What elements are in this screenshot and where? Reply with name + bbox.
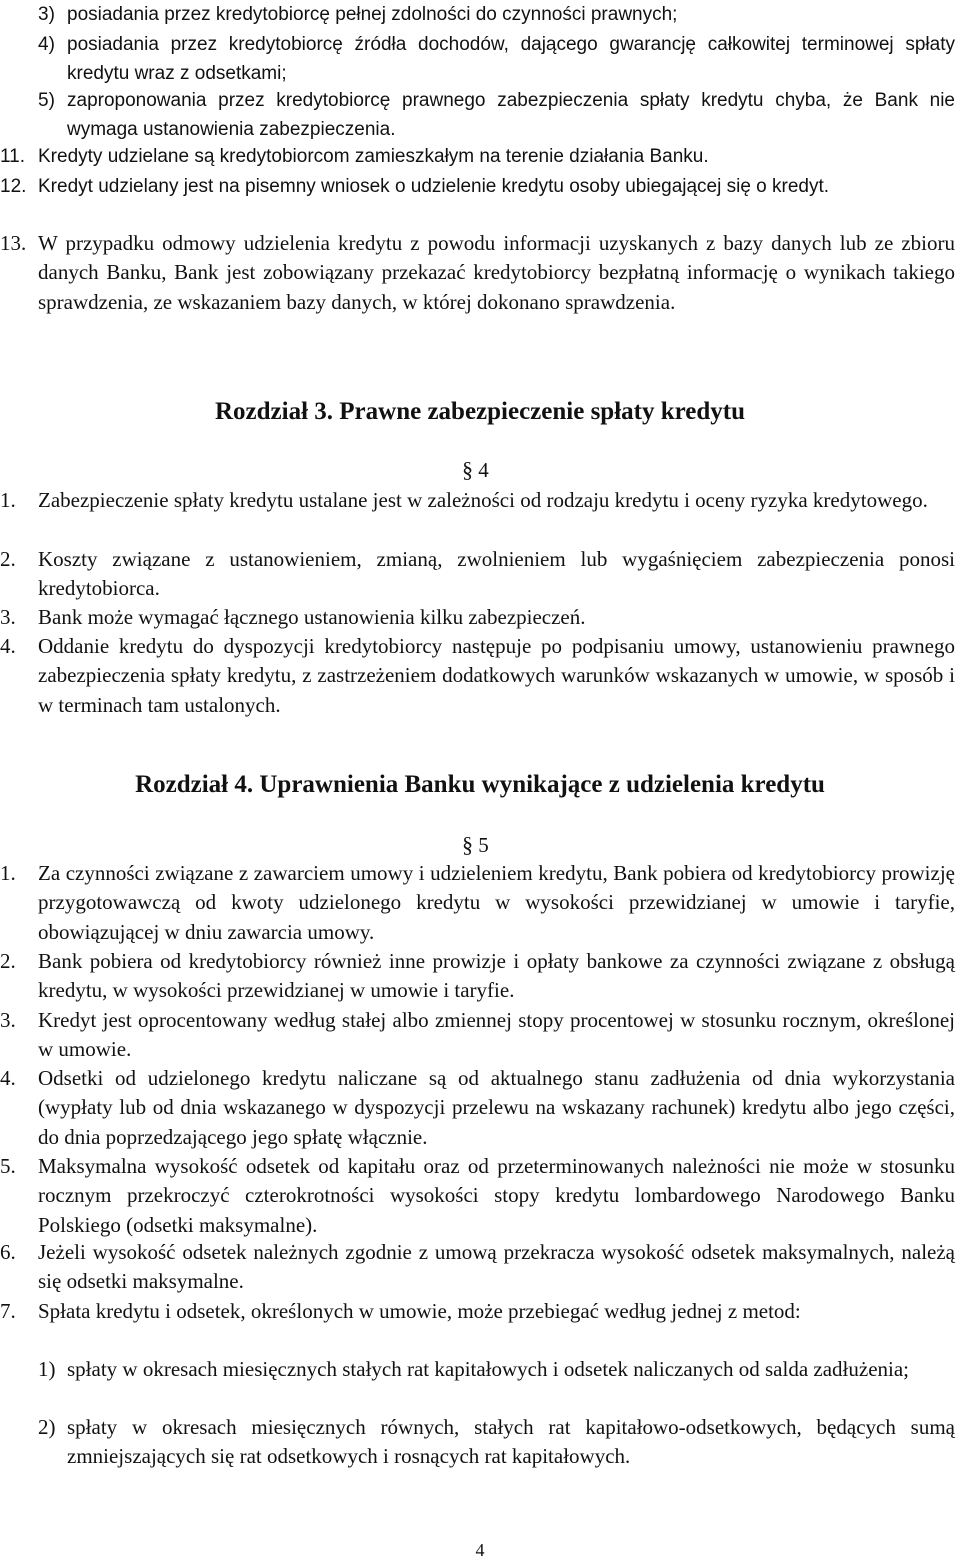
list-item-text: Odsetki od udzielonego kredytu naliczane są od aktualnego stanu zadłużenia od dnia wykorzystania (wypłaty lub od dnia wskazanego w dyspozycji przelewu na wskazany rachunek) kredytu albo jego części, do dnia poprzedzającego jego spłatę włącznie. xyxy=(38,1066,955,1149)
list-item xyxy=(0,229,955,317)
sub-list-item-text: spłaty w okresach miesięcznych równych, stałych rat kapitałowo-odsetkowych, będących sumą zmniejszających się rat odsetkowych i rosnących rat kapitałowych. xyxy=(67,1415,955,1469)
list-item xyxy=(0,859,955,947)
list-item-number: 7. xyxy=(0,1299,16,1323)
list-item-number: 2. xyxy=(0,949,16,973)
list-item xyxy=(0,603,955,632)
list-item-text: Zabezpieczenie spłaty kredytu ustalane jest w zależności od rodzaju kredytu i oceny ryzyka kredytowego. xyxy=(38,488,928,512)
list-item xyxy=(0,1297,955,1326)
section-mark xyxy=(462,457,489,483)
list-item xyxy=(0,947,955,1006)
list-item xyxy=(0,142,917,171)
list-item-number: 4. xyxy=(0,1066,16,1090)
list-item xyxy=(0,545,955,604)
list-item-text: Kredyt jest oprocentowany według stałej albo zmiennej stopy procentowej w stosunku rocznym, określonej w umowie. xyxy=(38,1008,955,1062)
list-item-number: 5. xyxy=(0,1154,16,1178)
chapter-heading: Rozdział 4. Uprawnienia Banku wynikające z udzielenia kredytu xyxy=(135,771,825,798)
list-item xyxy=(0,172,955,201)
list-item-number: 4) xyxy=(38,34,55,55)
list-item xyxy=(0,632,955,720)
list-item-number: 13. xyxy=(0,231,27,255)
list-item-text: Koszty związane z ustanowieniem, zmianą, zwolnieniem lub wygaśnięciem zabezpieczenia ponosi kredytobiorca. xyxy=(38,547,955,601)
list-item-number: 12. xyxy=(0,176,27,197)
list-item-text: Za czynności związane z zawarciem umowy i udzieleniem kredytu, Bank pobiera od kredytobiorcy prowizję przygotowawczą od kwoty udzielonego kredytu w wysokości przewidzianej w umowie i taryfie, obowiązującej w dniu zawarcia umowy. xyxy=(38,861,955,944)
sub-list-item xyxy=(38,1413,955,1472)
list-item xyxy=(38,86,955,145)
list-item-number: 3) xyxy=(38,4,55,25)
sub-list-item-number: 2) xyxy=(38,1415,56,1439)
list-item-number: 6. xyxy=(0,1240,16,1264)
sub-list-item xyxy=(38,1355,955,1384)
section-sign-icon: § xyxy=(462,457,473,482)
list-item-number: 11. xyxy=(0,146,26,167)
list-item-number: 3. xyxy=(0,605,16,629)
list-item-text: Bank może wymagać łącznego ustanowienia kilku zabezpieczeń. xyxy=(38,605,586,629)
section-number: 5 xyxy=(478,833,489,857)
list-item-number: 5) xyxy=(38,90,55,111)
list-item-number: 4. xyxy=(0,634,16,658)
list-item-text: posiadania przez kredytobiorcę pełnej zdolności do czynności prawnych; xyxy=(67,4,678,25)
list-item-text: zaproponowania przez kredytobiorcę prawnego zabezpieczenia spłaty kredytu chyba, że Bank nie wymaga ustanowienia zabezpieczenia. xyxy=(67,90,955,141)
list-item xyxy=(0,1006,955,1065)
list-item-text: Oddanie kredytu do dyspozycji kredytobiorcy następuje po podpisaniu umowy, ustanowieniu prawnego zabezpieczenia spłaty kredytu, z zastrzeżeniem dodatkowych warunków wskazanych w umowie, w sposób i w terminach tam ustalonych. xyxy=(38,634,955,717)
list-item-text: Spłata kredytu i odsetek, określonych w umowie, może przebiegać według jednej z metod: xyxy=(38,1299,801,1323)
section-mark xyxy=(462,832,489,858)
list-item-text: Maksymalna wysokość odsetek od kapitału oraz od przeterminowanych należności nie może w stosunku rocznym przekroczyć czterokrotności wysokości stopy kredytu lombardowego Narodowego Banku Polskiego (odsetki maksymalne). xyxy=(38,1154,955,1237)
list-item xyxy=(0,1238,955,1297)
sub-list-item-text: spłaty w okresach miesięcznych stałych rat kapitałowych i odsetek naliczanych od salda zadłużenia; xyxy=(67,1357,910,1381)
list-item-text: Jeżeli wysokość odsetek należnych zgodnie z umową przekracza wysokość odsetek maksymalnych, należą się odsetki maksymalne. xyxy=(38,1240,955,1294)
section-sign-icon: § xyxy=(462,832,473,857)
list-item-number: 2. xyxy=(0,547,16,571)
list-item-number: 1. xyxy=(0,488,16,512)
page-number: 4 xyxy=(475,1540,485,1560)
list-item-text: Kredyty udzielane są kredytobiorcom zamieszkałym na terenie działania Banku. xyxy=(38,146,709,167)
sub-list-item-number: 1) xyxy=(38,1357,56,1381)
list-item-text: W przypadku odmowy udzielenia kredytu z powodu informacji uzyskanych z bazy danych lub ze zbioru danych Banku, Bank jest zobowiązany przekazać kredytobiorcy bezpłatną informację o wynikach takiego sprawdzenia, ze wskazaniem bazy danych, w której dokonano sprawdzenia. xyxy=(38,231,955,314)
list-item-number: 3. xyxy=(0,1008,16,1032)
list-item-text: posiadania przez kredytobiorcę źródła dochodów, dającego gwarancję całkowitej terminowej spłaty kredytu wraz z odsetkami; xyxy=(67,34,955,85)
list-item xyxy=(0,486,955,515)
list-item-text: Bank pobiera od kredytobiorcy również inne prowizje i opłaty bankowe za czynności związane z obsługą kredytu, w wysokości przewidzianej w umowie i taryfie. xyxy=(38,949,955,1003)
chapter-heading: Rozdział 3. Prawne zabezpieczenie spłaty kredytu xyxy=(214,398,746,425)
list-item xyxy=(0,1152,955,1240)
list-item xyxy=(38,30,955,89)
section-number: 4 xyxy=(478,458,489,482)
list-item-text: Kredyt udzielany jest na pisemny wniosek o udzielenie kredytu osoby ubiegającej się o kredyt. xyxy=(38,176,830,197)
list-item xyxy=(38,0,955,29)
list-item xyxy=(0,1064,955,1152)
list-item-number: 1. xyxy=(0,861,16,885)
